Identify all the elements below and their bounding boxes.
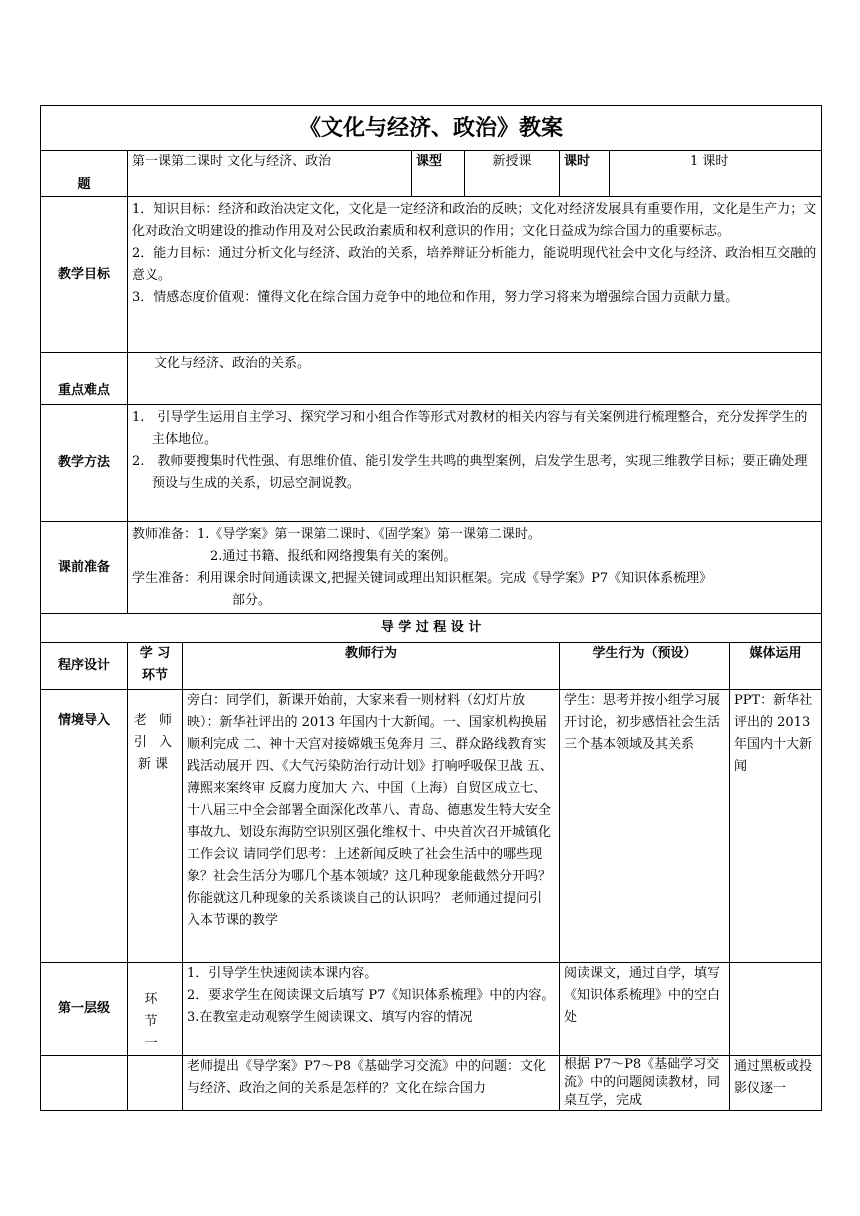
row2-teacher-item: 2．要求学生在阅读课文后填写 P7《知识体系梳理》中的内容。 [187,988,555,1003]
row2-media [730,963,822,1056]
method-item: 1. 引导学生运用自主学习、探究学习和小组合作等形式对教材的相关内容与有关案例进行梳理整合，充分发挥学生的主体地位。 [132,410,808,447]
prep-teacher-line2: 2.通过书籍、报纸和网络搜集有关的案例。 [210,549,457,564]
method-item: 2. 教师要搜集时代性强、有思维价值、能引发学生共鸣的典型案例，启发学生思考，实现三维教学目标；要正确处理预设与生成的关系，切忌空洞说教。 [132,454,808,491]
prep-student-line1: 学生准备：利用课余时间通读课文,把握关键词或理出知识框架。完成《导学案》P7《知识体系梳理》 [132,571,713,586]
methods-content [128,405,822,522]
row1-student: 学生：思考并按小组学习展开讨论，初步感悟社会生活三个基本领域及其关系 [560,690,730,963]
keypoints-label: 重点难点 [41,353,128,405]
lesson-plan-table [40,105,822,1111]
row2-student: 阅读课文，通过自学，填写《知识体系梳理》中的空白处 [560,963,730,1056]
row1-teacher: 旁白：同学们，新课开始前，大家来看一则材料（幻灯片放映）：新华社评出的 2013 年国内十大新闻。一、国家机构换届顺利完成 二、神十天宫对接嫦娥玉兔奔月 三、群众路线教育实践活动展开 四、《大气污染防治行动计划》打响呼吸保卫战 五、薄熙来案终审 反腐力度加大 六、中国（上海）自贸区成立七、十八届三中全会部署全面深化改革八、青岛、德惠发生特大安全事故九、划设东海防空识别区强化维权十、中央首次召开城镇化工作会议 请同学们思考：上述新闻反映了社会生活中的哪些现象？社会生活分为哪几个基本领域？这几种现象能截然分开吗？你能就这几种现象的关系谈谈自己的认识吗？ 老师通过提问引入本节课的教学 [183,690,560,963]
goal-item: 1．知识目标：经济和政治决定文化，文化是一定经济和政治的反映；文化对经济发展具有重要作用，文化是生产力；文化对政治文明建设的推动作用及对公民政治素质和权利意识的作用；文化日益成为综合国力的重要标志。 [132,202,817,239]
goal-item: 3．情感态度价值观：懂得文化在综合国力竞争中的地位和作用，努力学习将来为增强综合国力贡献力量。 [132,290,739,305]
col-student-header: 学生行为（预设） [560,643,730,690]
col-program-header: 程序设计 [41,643,128,690]
type-label: 课型 [412,151,465,197]
prep-label: 课前准备 [41,522,128,614]
row2-stage: 环 节 一 [128,963,183,1056]
row3-media: 通过黑板或投影仪逐一 [730,1056,822,1111]
row2-teacher-item: 3.在教室走动观察学生阅读课文、填写内容的情况 [187,1010,473,1025]
goals-label: 教学目标 [41,197,128,353]
col-media-header: 媒体运用 [730,643,822,690]
prep-student-line2: 部分。 [232,593,272,608]
goals-content [128,197,822,353]
document-title: 《文化与经济、政治》教案 [41,106,822,151]
col-stage-header: 学 习 环节 [128,643,183,690]
row2-teacher-item: 1．引导学生快速阅读本课内容。 [187,966,378,981]
methods-label: 教学方法 [41,405,128,522]
hours-label: 课时 [560,151,610,197]
topic-label: 题 [41,151,128,197]
row1-program: 情境导入 [41,690,128,963]
topic-value: 第一课第二课时 文化与经济、政治 [128,151,412,197]
row1-media: PPT：新华社评出的 2013 年国内十大新闻 [730,690,822,963]
prep-teacher-line1: 教师准备：1.《导学案》第一课第二课时、《固学案》第一课第二课时。 [132,527,541,542]
keypoints-content: 文化与经济、政治的关系。 [128,353,822,405]
row2-program: 第一层级 [41,963,128,1056]
type-value: 新授课 [465,151,560,197]
prep-content [128,522,822,614]
hours-value: 1 课时 [610,151,822,197]
col-teacher-header: 教师行为 [183,643,560,690]
row3-student: 根据 P7～P8《基础学习交流》中的问题阅读教材，同桌互学，完成 [560,1056,730,1111]
row3-teacher: 老师提出《导学案》P7～P8《基础学习交流》中的问题：文化与经济、政治之间的关系是怎样的？文化在综合国力 [183,1056,560,1111]
goal-item: 2．能力目标：通过分析文化与经济、政治的关系，培养辩证分析能力，能说明现代社会中文化与经济、政治相互交融的意义。 [132,246,817,283]
row1-stage: 老 师 引 入 新课 [128,690,183,963]
row3-program [41,1056,128,1111]
row2-teacher [183,963,560,1056]
row3-stage [128,1056,183,1111]
design-heading: 导 学 过 程 设 计 [41,614,822,643]
